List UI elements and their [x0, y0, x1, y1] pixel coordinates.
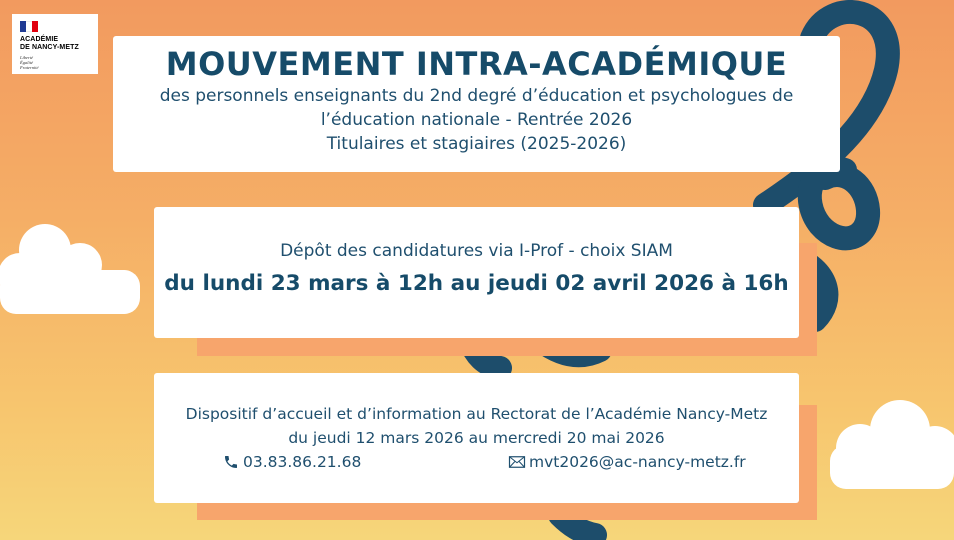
motto-liberte: Liberté: [20, 55, 33, 60]
phone-contact: [222, 453, 361, 471]
logo-line-1: ACADÉMIE: [20, 36, 59, 43]
candidatures-intro: Dépôt des candidatures via I-Prof - choix SIAM: [280, 241, 673, 261]
title-subtitle-3: Titulaires et stagiaires (2025-2026): [326, 134, 627, 154]
motto-egalite: Égalité: [20, 60, 33, 65]
email-address[interactable]: mvt2026@ac-nancy-metz.fr: [529, 453, 746, 471]
title-subtitle-2: l’éducation nationale - Rentrée 2026: [320, 110, 633, 130]
candidatures-panel: [154, 207, 799, 338]
motto-fraternite: Fraternité: [20, 65, 39, 70]
email-contact: [508, 453, 746, 471]
french-flag-icon: [20, 21, 38, 32]
accueil-panel: [154, 373, 799, 503]
phone-icon: [222, 454, 240, 470]
phone-number[interactable]: 03.83.86.21.68: [243, 453, 362, 471]
page-title: MOUVEMENT INTRA-ACADÉMIQUE: [165, 45, 788, 83]
academy-logo: [12, 14, 98, 74]
title-subtitle-1: des personnels enseignants du 2nd degré d’éducation et psychologues de: [159, 86, 794, 106]
logo-motto: [20, 55, 90, 70]
cloud-right: [830, 400, 954, 489]
cloud-left: [0, 224, 140, 314]
envelope-icon: [508, 454, 526, 470]
title-panel: [113, 36, 840, 172]
logo-line-2: DE NANCY-METZ: [20, 44, 79, 51]
candidatures-dates: du lundi 23 mars à 12h au jeudi 02 avril 2026 à 16h: [164, 271, 789, 296]
accueil-line-1: Dispositif d’accueil et d’information au Rectorat de l’Académie Nancy-Metz: [185, 405, 768, 423]
accueil-line-2: du jeudi 12 mars 2026 au mercredi 20 mai 2026: [288, 429, 665, 447]
